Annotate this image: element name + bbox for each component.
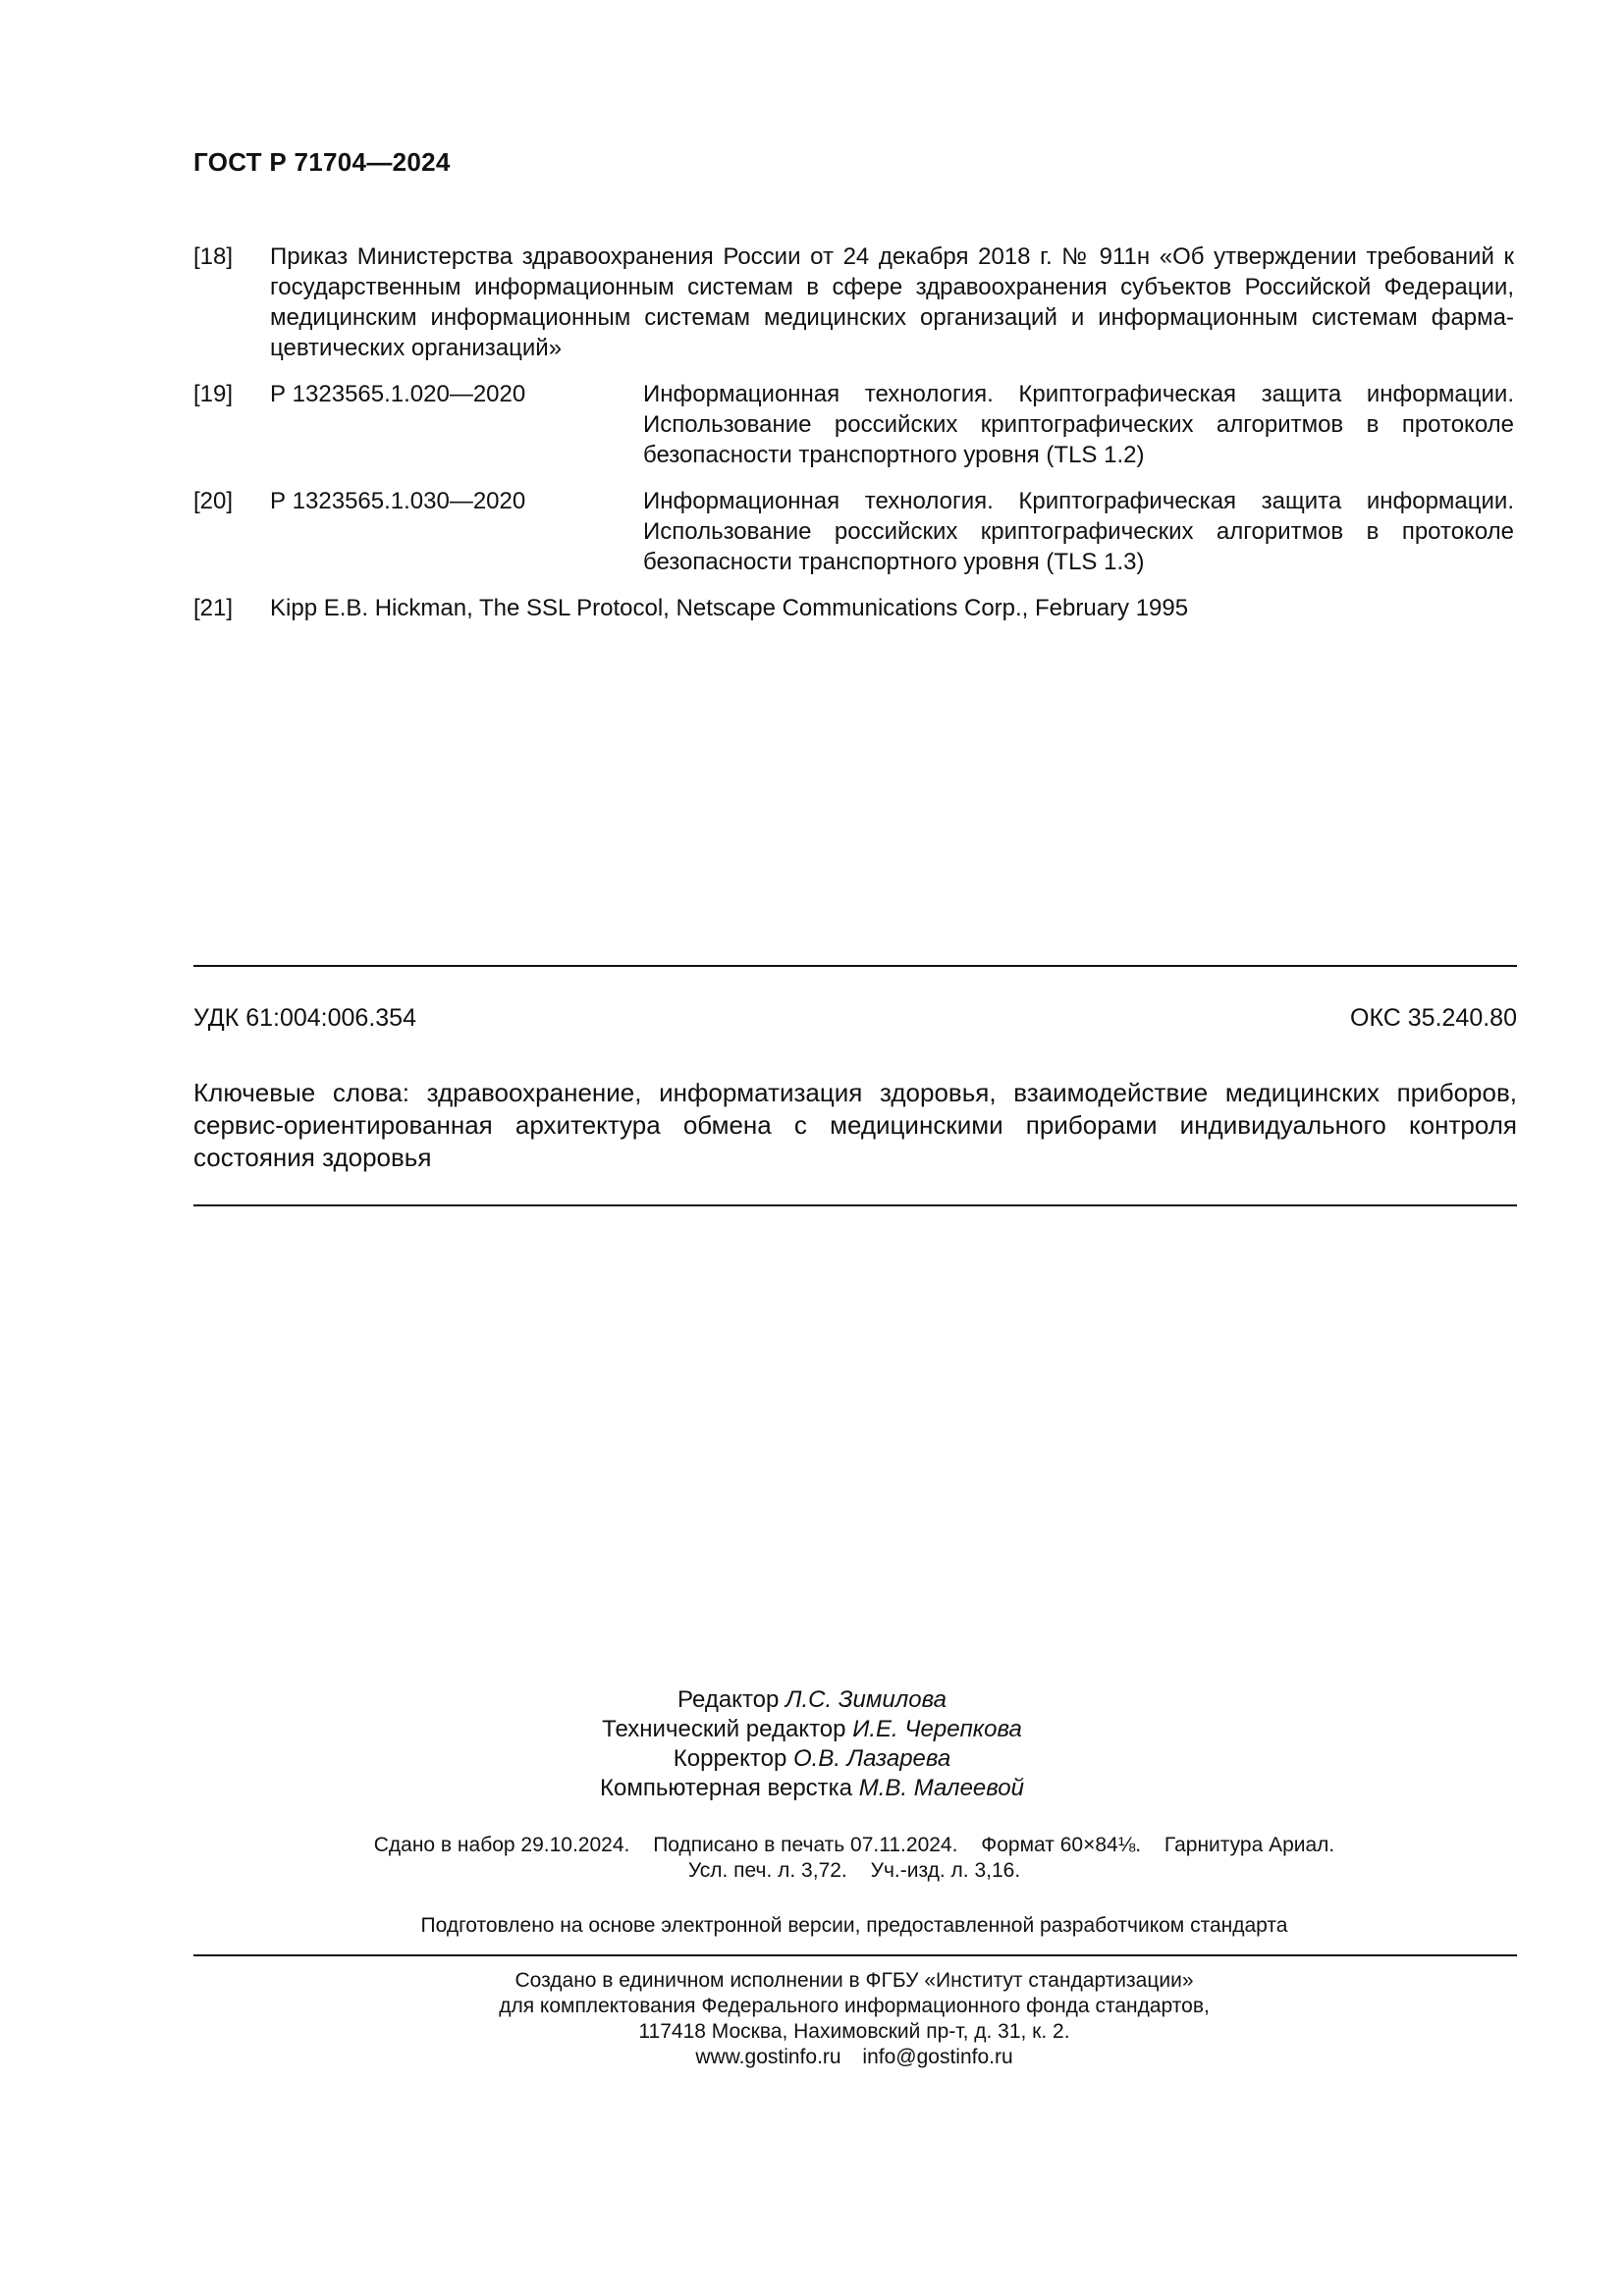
publisher-line: Создано в единичном исполнении в ФГБУ «Институт стандартизации» bbox=[514, 1969, 1194, 1992]
email-link[interactable]: info@gostinfo.ru bbox=[862, 2046, 1013, 2068]
layout-line bbox=[0, 1774, 1624, 1803]
references-list bbox=[193, 241, 1514, 623]
publishing-sheets: Уч.-изд. л. 3,16. bbox=[870, 1859, 1021, 1882]
print-details-line bbox=[0, 1833, 1624, 1858]
reference-code: Р 1323565.1.020—2020 bbox=[270, 381, 526, 407]
publisher-address: 117418 Москва, Нахимовский пр-т, д. 31, к. 2. bbox=[638, 2020, 1070, 2043]
layout-label: Компьютерная верстка bbox=[600, 1775, 853, 1801]
reference-title: Информационная технология. Криптографическая защита информации. Использование российских криптографических алгоритмов в протоколе безопасности транспортного уровня (TLS 1.2) bbox=[643, 381, 1514, 468]
divider bbox=[193, 1954, 1517, 1956]
submitted-date: Сдано в набор 29.10.2024. bbox=[373, 1834, 630, 1856]
udk-code: УДК 61:004:006.354 bbox=[193, 1004, 416, 1032]
corrector-name: О.В. Лазарева bbox=[793, 1745, 951, 1772]
reference-number: [20] bbox=[193, 488, 234, 514]
publisher-line: для комплектования Федерального информационного фонда стандартов, bbox=[499, 1995, 1210, 2017]
reference-item bbox=[193, 241, 1514, 363]
signed-date: Подписано в печать 07.11.2024. bbox=[653, 1834, 958, 1856]
print-details bbox=[0, 1833, 1624, 1884]
reference-item bbox=[193, 593, 1514, 623]
editor-line bbox=[0, 1685, 1624, 1715]
reference-number: [21] bbox=[193, 595, 234, 621]
editor-name: Л.С. Зимилова bbox=[785, 1686, 947, 1713]
reference-title: Информационная технология. Криптографическая защита информации. Использование российских криптографических алгоритмов в протоколе безопасности транспортного уровня (TLS 1.3) bbox=[643, 488, 1514, 575]
reference-text: Приказ Министерства здравоохранения России от 24 декабря 2018 г. № 911н «Об утверждении требований к государственным информационным системам в сфере здравоохранения субъектов Российской Федерации, медицинским информационным системам медицинских организаций и информационным системам фармацевтических организаций» bbox=[270, 243, 1514, 361]
reference-item bbox=[193, 486, 1514, 577]
editors-block bbox=[0, 1685, 1624, 1803]
tech-editor-label: Технический редактор bbox=[602, 1716, 846, 1742]
oks-code: ОКС 35.240.80 bbox=[1350, 1004, 1517, 1032]
document-code: ГОСТ Р 71704—2024 bbox=[193, 147, 451, 177]
print-sheets: Усл. печ. л. 3,72. bbox=[687, 1859, 847, 1882]
reference-number: [18] bbox=[193, 243, 234, 270]
corrector-line bbox=[0, 1744, 1624, 1774]
tech-editor-line bbox=[0, 1715, 1624, 1744]
keywords-paragraph: Ключевые слова: здравоохранение, информатизация здоровья, взаимодействие медицинских приборов, сервис-ориентированная архитектура обмена с медицинскими приборами индивидуального контроля состояния здоровья bbox=[193, 1078, 1517, 1172]
reference-item bbox=[193, 379, 1514, 470]
divider bbox=[193, 965, 1517, 967]
typeface: Гарнитура Ариал. bbox=[1164, 1834, 1335, 1856]
paper-format: Формат 60×84⅛. bbox=[981, 1834, 1142, 1856]
website-link[interactable]: www.gostinfo.ru bbox=[695, 2046, 841, 2068]
tech-editor-name: И.Е. Черепкова bbox=[852, 1716, 1022, 1742]
publisher-block bbox=[0, 1968, 1624, 2070]
divider bbox=[193, 1204, 1517, 1206]
print-sheets-line bbox=[0, 1858, 1624, 1884]
layout-name: М.В. Малеевой bbox=[858, 1775, 1024, 1801]
prepared-note: Подготовлено на основе электронной версии, предоставленной разработчиком стандарта bbox=[420, 1914, 1288, 1937]
reference-text: Kipp E.B. Hickman, The SSL Protocol, Netscape Communications Corp., February 1995 bbox=[270, 595, 1189, 621]
publisher-contacts bbox=[0, 2045, 1624, 2070]
reference-number: [19] bbox=[193, 381, 234, 407]
editor-label: Редактор bbox=[677, 1686, 780, 1713]
corrector-label: Корректор bbox=[673, 1745, 787, 1772]
reference-code: Р 1323565.1.030—2020 bbox=[270, 488, 526, 514]
